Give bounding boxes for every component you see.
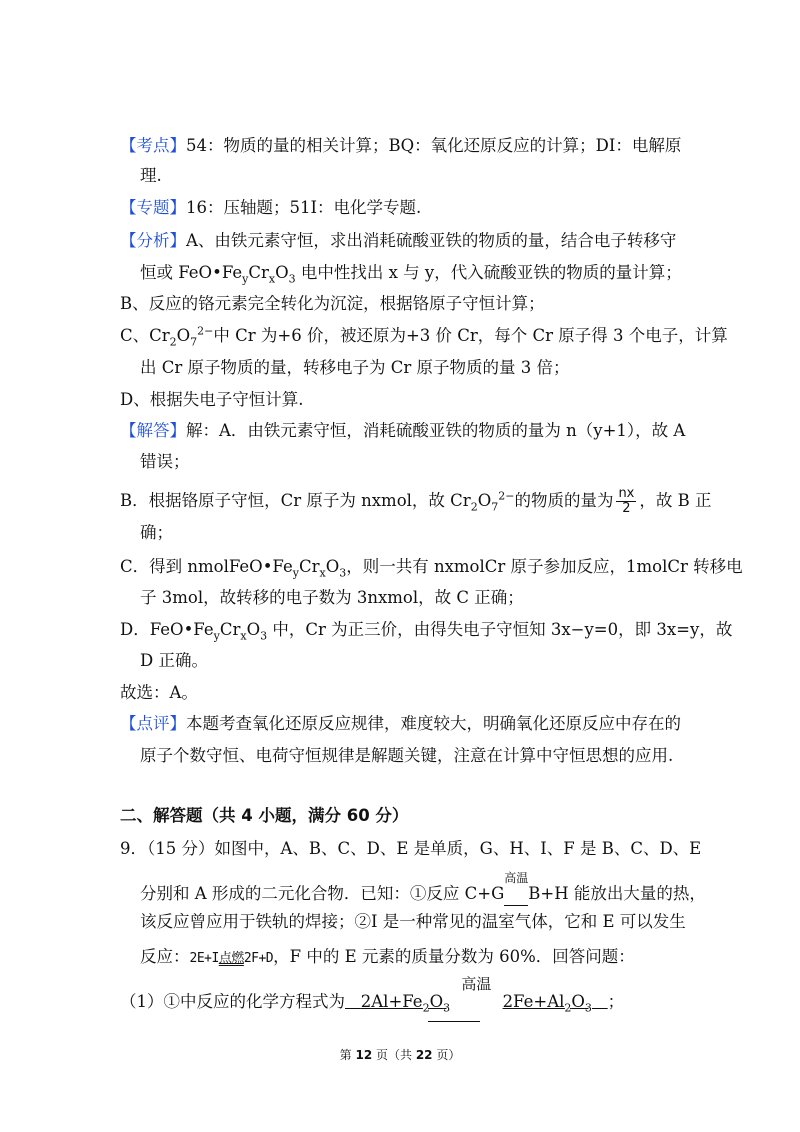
jieda-c1-d: ，则一共有 nxmolCr 原子参加反应，1molCr 转移电: [346, 557, 743, 576]
kaodian-line-1: [120, 136, 681, 156]
zhuanti-line: [120, 198, 421, 218]
sub-x: x: [240, 629, 247, 643]
jieda-line-A1: [120, 421, 685, 441]
sub-3: 3: [288, 272, 296, 286]
jieda-b1-b: O: [477, 491, 492, 510]
jieda-line-C2: 子 3mol，故转移的电子数为 3nxmol，故 C 正确；: [140, 588, 524, 607]
reaction-arrow-high-temp: [504, 871, 529, 906]
sub-y: y: [213, 629, 220, 643]
jieda-tag: 【解答】: [120, 421, 186, 440]
jieda-line-B2: 确；: [140, 523, 173, 542]
dianping-tag: 【点评】: [120, 714, 186, 733]
fenxi-line-B: B、反应的铬元素完全转化为沉淀，根据铬原子守恒计算；: [120, 294, 545, 313]
fenxi-line-C2: 出 Cr 原子物质的量，转移电子为 Cr 原子物质的量 3 倍；: [140, 358, 570, 377]
fenxi-text-1: A、由铁元素守恒，求出消耗硫酸亚铁的物质的量，结合电子转移守: [186, 231, 677, 250]
fenxi-c1-c: 中 Cr 为+6 价，被还原为+3 价 Cr，每个 Cr 原子得 3 个电子，计算: [213, 326, 728, 345]
jieda-d1-b: Cr: [219, 620, 241, 639]
sub-2: 2: [169, 335, 177, 349]
jieda-c1-c: O: [325, 557, 340, 576]
q9-sub1-answer: [345, 975, 608, 1015]
fenxi-line2-d: 电中性找出 x 与 y，代入硫酸亚铁的物质的量计算；: [295, 263, 682, 282]
dianping-line-2: 原子个数守恒、电荷守恒规律是解题关键，注意在计算中守恒思想的应用.: [140, 746, 674, 765]
arrow-condition: 高温: [504, 871, 529, 885]
footer-total-pages: 22: [415, 1048, 433, 1062]
jieda-c1-b: Cr: [298, 557, 320, 576]
frac-numerator: nx: [618, 486, 635, 501]
arrow-double-line: [428, 1021, 480, 1022]
jieda-line-A2: 错误；: [140, 452, 190, 471]
sup-charge: 2−: [498, 489, 515, 503]
zhuanti-tag: 【专题】: [120, 198, 186, 217]
q9-line4-a: 反应：: [140, 947, 190, 966]
q9-line2-a: 分别和 A 形成的二元化合物．已知：①反应 C+G: [140, 884, 505, 903]
q9-line-3: 该反应曾应用于铁轨的焊接；②I 是一种常见的温室气体，它和 E 可以发生: [140, 912, 686, 931]
sub-3: 3: [584, 1001, 592, 1015]
jieda-line-D2: D 正确。: [140, 651, 208, 670]
q9-sub1-prompt: （1）①中反应的化学方程式为: [120, 992, 345, 1011]
equation-2E-I: [190, 951, 274, 966]
kaodian-text: 54：物质的量的相关计算；BQ：氧化还原反应的计算；DI：电解原: [186, 136, 682, 155]
jieda-line-D1: [120, 620, 733, 643]
q9-line4-b: ，F 中的 E 元素的质量分数为 60%．回答问题：: [273, 947, 635, 966]
fenxi-c1-a: C、Cr: [120, 326, 170, 345]
sub-2: 2: [422, 1001, 430, 1015]
ans-c: 2Fe+Al: [502, 992, 565, 1011]
q9-sub1: [120, 975, 625, 1015]
fenxi-line-1: [120, 231, 676, 251]
fenxi-line-D: D、根据失电子守恒计算.: [120, 390, 304, 409]
q9-sub1-end: ；: [607, 992, 625, 1011]
footer-page-number: 12: [355, 1048, 373, 1062]
jieda-a1-text: 解：A．由铁元素守恒，消耗硫酸亚铁的物质的量为 n（y+1），故 A: [186, 421, 686, 440]
arrow-bar: [504, 885, 528, 906]
fenxi-tag: 【分析】: [120, 231, 186, 250]
dianping-line-1: [120, 714, 681, 734]
sub-7: 7: [190, 335, 198, 349]
fraction-nx-over-2: [616, 487, 636, 516]
eq-right: 2F+D: [243, 951, 274, 966]
footer-b: 页（共: [372, 1048, 416, 1062]
fenxi-c1-b: O: [176, 326, 191, 345]
eq-left: 2E+I: [189, 951, 219, 966]
q9-line-4: [140, 947, 635, 969]
jieda-b1-d: ，故 B 正: [639, 491, 712, 510]
sub-y: y: [292, 566, 299, 580]
fenxi-line-2: [140, 263, 682, 286]
sub-7: 7: [491, 500, 499, 514]
jieda-d1-a: D．FeO•Fe: [120, 620, 214, 639]
footer-a: 第: [339, 1048, 356, 1062]
jieda-line-B1: [120, 487, 712, 516]
section-title: 二、解答题（共 4 小题，满分 60 分）: [120, 806, 409, 825]
fenxi-line2-c: O: [275, 263, 289, 282]
sub-3: 3: [443, 1001, 451, 1015]
sub-y: y: [242, 272, 249, 286]
jieda-b1-c: 的物质的量为: [514, 491, 614, 510]
frac-denominator: 2: [622, 501, 631, 516]
sub-x: x: [268, 272, 276, 286]
fenxi-line-C1: [120, 324, 728, 349]
page-footer: [0, 1046, 800, 1063]
sub-x: x: [319, 566, 326, 580]
footer-c: 页）: [432, 1048, 461, 1062]
zhuanti-text: 16：压轴题；51I：电化学专题.: [186, 198, 422, 217]
kaodian-tag: 【考点】: [120, 136, 186, 155]
sup-charge: 2−: [197, 324, 214, 338]
fenxi-line2-b: Cr: [248, 263, 269, 282]
sub-3: 3: [260, 629, 268, 643]
arrow-condition: 高温: [461, 975, 492, 993]
ans-a: 2Al+Fe: [360, 992, 423, 1011]
dianping-text-1: 本题考查氧化还原反应规律，难度较大，明确氧化还原反应中存在的: [186, 714, 681, 733]
ans-b: O: [429, 992, 444, 1011]
sub-2: 2: [564, 1001, 572, 1015]
jieda-d1-d: 中，Cr 为正三价，由得失电子守恒知 3x−y=0，即 3x=y，故: [267, 620, 733, 639]
eq-condition: 点燃: [218, 951, 244, 966]
jieda-b1-a: B．根据铬原子守恒，Cr 原子为 nxmol，故 Cr: [120, 491, 471, 510]
reaction-arrow-high-temp-2: [450, 975, 502, 1012]
jieda-d1-c: O: [246, 620, 261, 639]
ans-d: O: [571, 992, 585, 1011]
q9-line-1: 9．（15 分）如图中，A、B、C、D、E 是单质，G、H、I、F 是 B、C、D、E: [120, 839, 702, 858]
kaodian-line-2: 理.: [140, 166, 162, 185]
jieda-line-C1: [120, 557, 743, 580]
sub-3: 3: [339, 566, 347, 580]
q9-line-2: [140, 871, 706, 906]
jieda-c1-a: C．得到 nmolFeO•Fe: [120, 557, 293, 576]
sub-2: 2: [470, 500, 478, 514]
q9-line2-b: B+H 能放出大量的热，: [528, 884, 706, 903]
fenxi-line2-a: 恒或 FeO•Fe: [140, 263, 243, 282]
jieda-answer: 故选：A。: [120, 683, 198, 702]
